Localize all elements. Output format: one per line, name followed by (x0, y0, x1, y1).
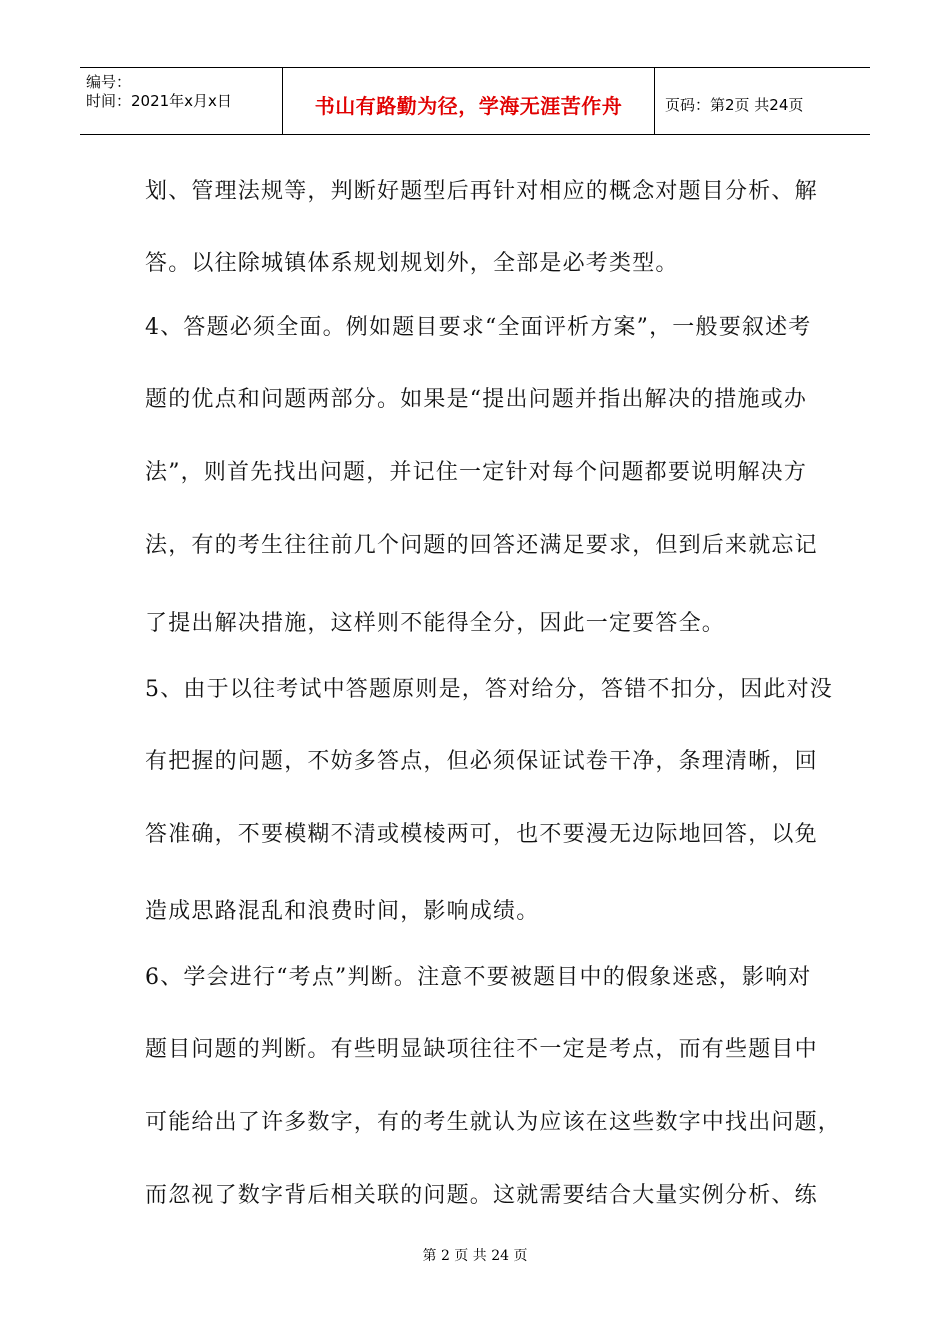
document-time-label: 时间：2021年x月x日 (86, 92, 232, 110)
body-line: 6、学会进行“考点”判断。注意不要被题目中的假象迷惑，影响对 (145, 965, 812, 990)
body-line: 答准确，不要模糊不清或模棱两可，也不要漫无边际地回答，以免 (145, 822, 818, 847)
body-line: 而忽视了数字背后相关联的问题。这就需要结合大量实例分析、练 (145, 1183, 818, 1208)
header-meta (80, 68, 283, 134)
body-line: 了提出解决措施，这样则不能得全分，因此一定要答全。 (145, 611, 726, 636)
body-line: 划、管理法规等，判断好题型后再针对相应的概念对题目分析、解 (145, 179, 818, 204)
body-line: 5、由于以往考试中答题原则是，答对给分，答错不扣分，因此对没 (145, 677, 833, 702)
body-line: 可能给出了许多数字，有的考生就认为应该在这些数字中找出问题， (145, 1110, 842, 1135)
page-footer: 第 2 页 共 24 页 (422, 1248, 528, 1264)
page-header (80, 67, 870, 135)
body-line: 4、答题必须全面。例如题目要求“全面评析方案”，一般要叙述考 (145, 315, 812, 340)
document-number-label: 编号： (86, 73, 132, 91)
body-line: 有把握的问题，不妨多答点，但必须保证试卷干净，条理清晰，回 (145, 749, 818, 774)
header-page-info: 页码：第2页 共24页 (665, 95, 804, 114)
body-line: 答。以往除城镇体系规划规划外，全部是必考类型。 (145, 251, 679, 276)
body-line: 题的优点和问题两部分。如果是“提出问题并指出解决的措施或办 (145, 387, 808, 412)
body-line: 法，有的考生往往前几个问题的回答还满足要求，但到后来就忘记 (145, 533, 818, 558)
body-line: 题目问题的判断。有些明显缺项往往不一定是考点，而有些题目中 (145, 1037, 818, 1062)
body-line: 造成思路混乱和浪费时间，影响成绩。 (145, 899, 540, 924)
body-line: 法”，则首先找出问题，并记住一定针对每个问题都要说明解决方 (145, 460, 808, 485)
header-motto: 书山有路勤为径，学海无涯苦作舟 (283, 68, 655, 134)
